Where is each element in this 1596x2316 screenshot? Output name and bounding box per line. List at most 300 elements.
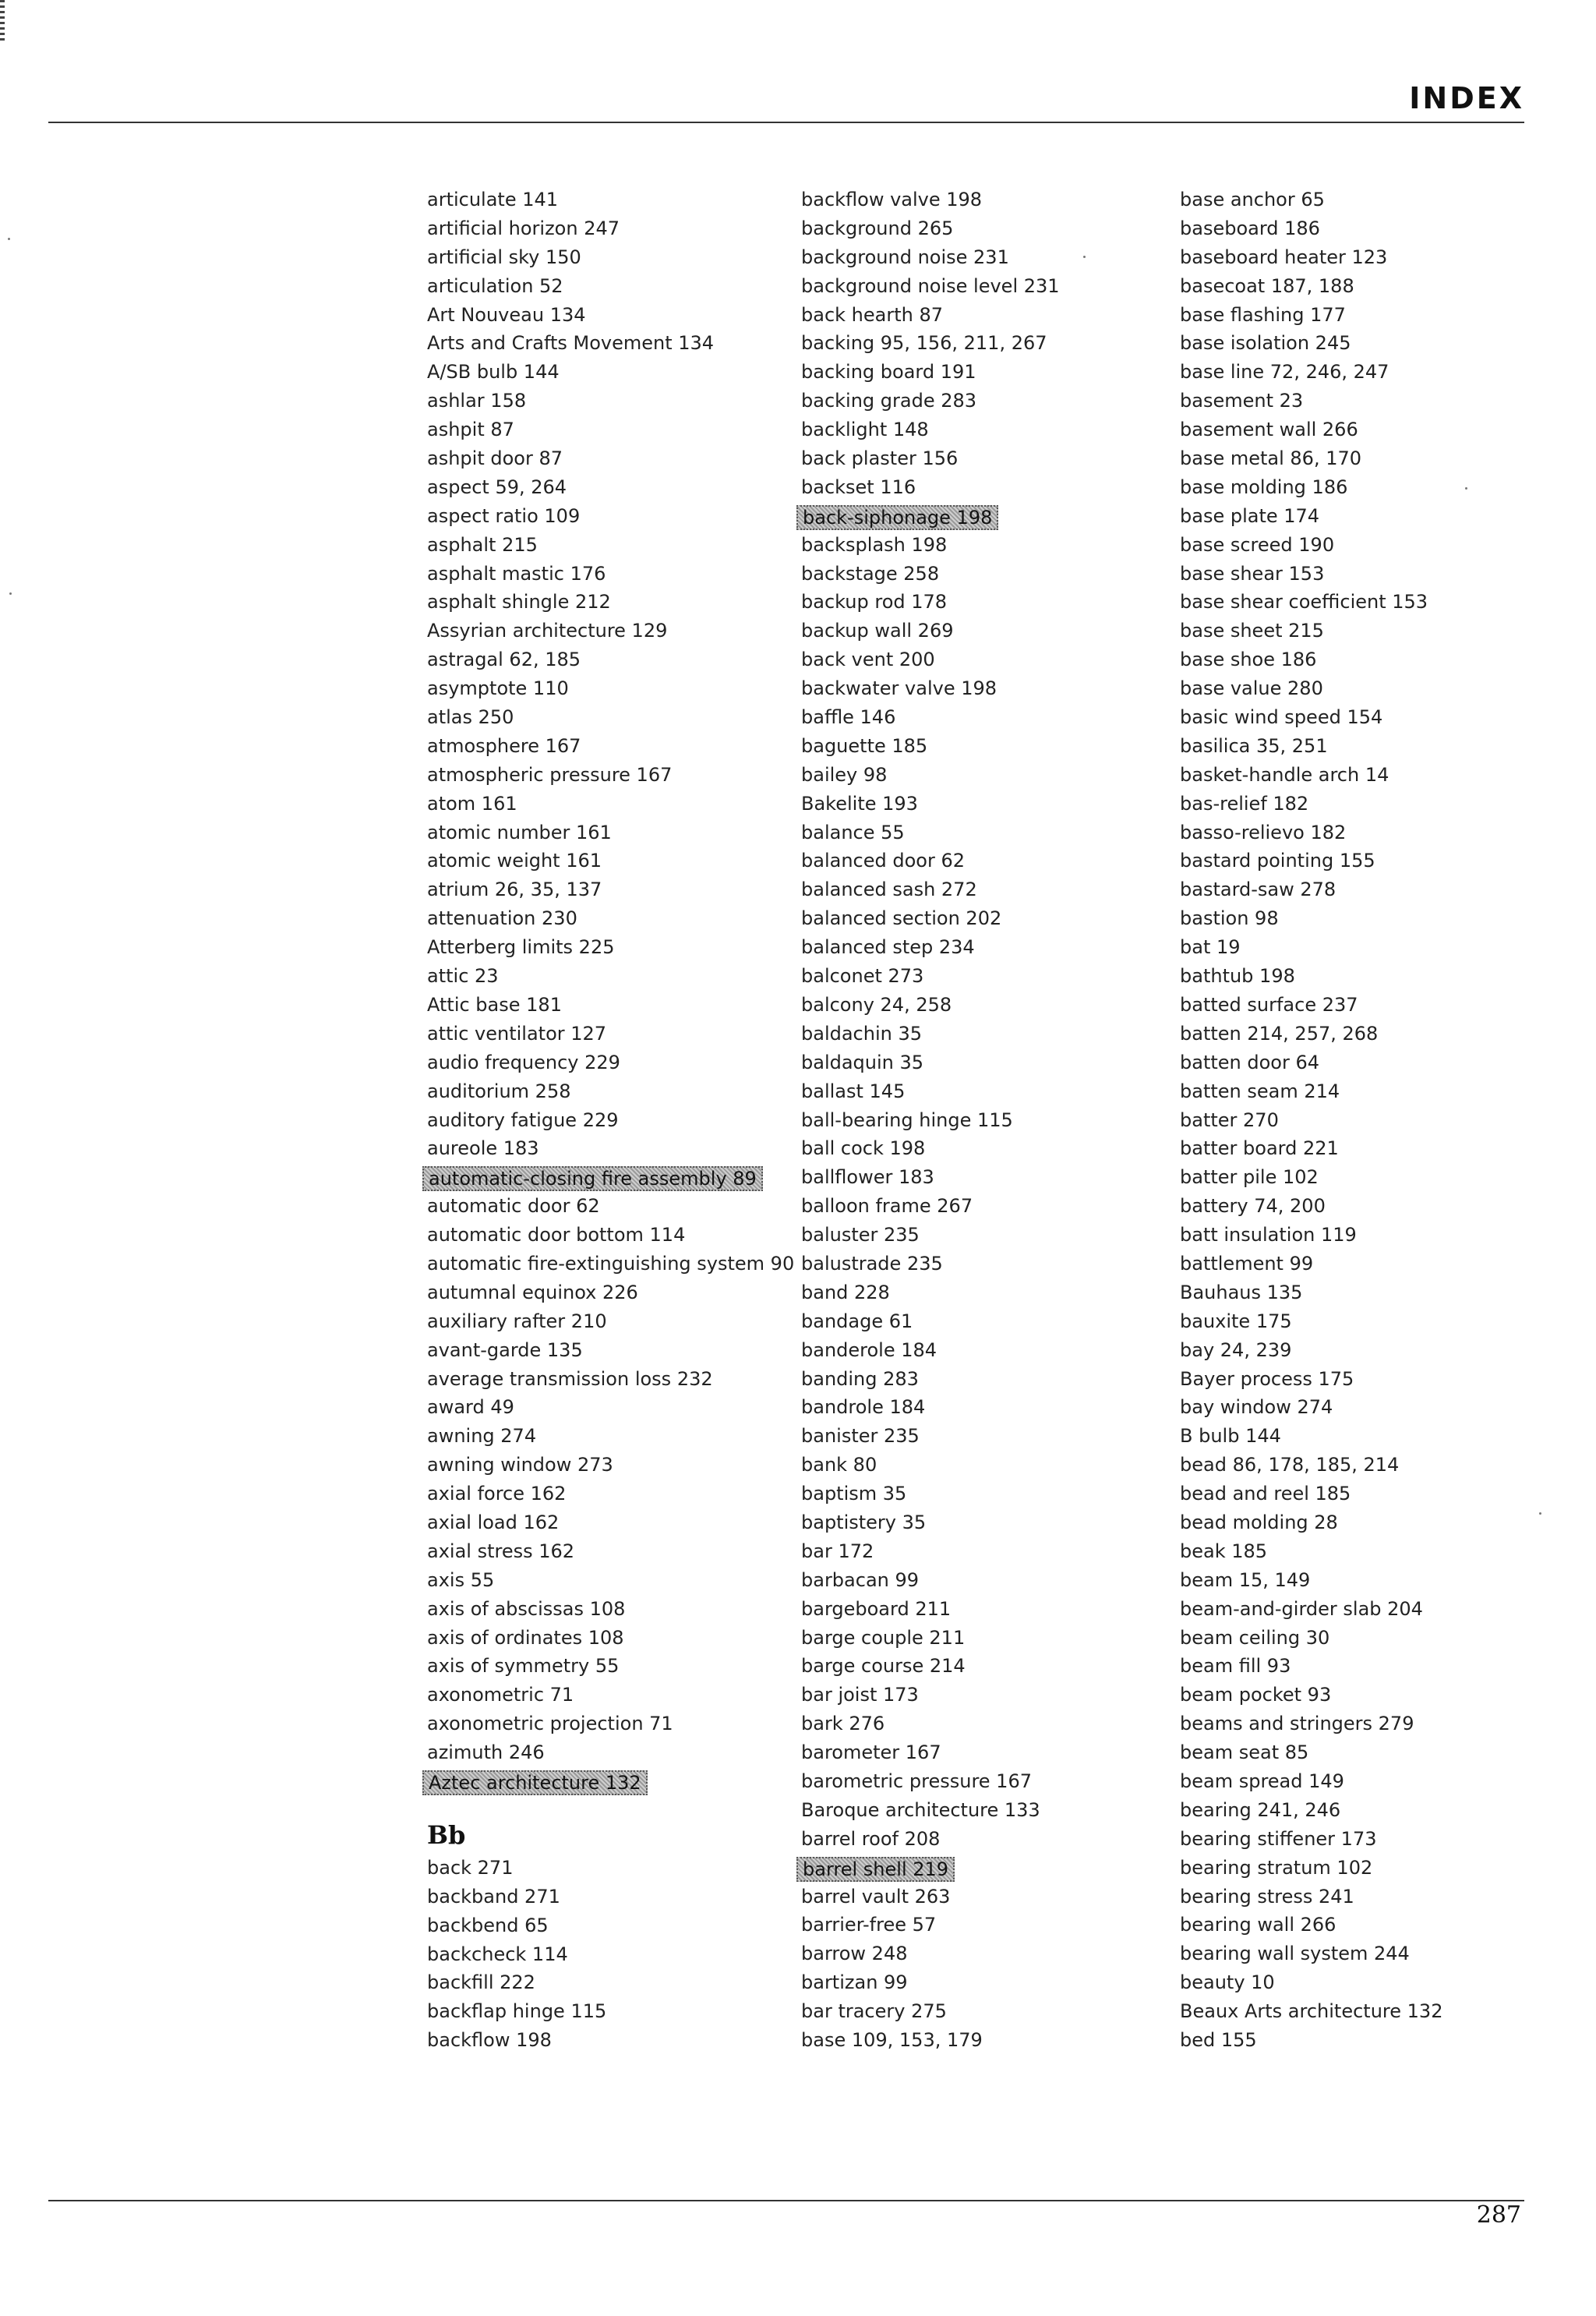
index-entry xyxy=(427,560,770,589)
index-entry xyxy=(1180,1566,1523,1595)
index-entry-text: ashpit 87 xyxy=(427,419,514,441)
index-entry xyxy=(801,1939,1144,1968)
index-entry-text: bastard pointing 155 xyxy=(1180,850,1375,872)
index-entry xyxy=(1180,329,1523,358)
index-entry xyxy=(1180,617,1523,645)
index-entry xyxy=(801,1911,1144,1939)
index-entry xyxy=(1180,560,1523,589)
index-entry xyxy=(1180,1048,1523,1077)
index-entry-text: back plaster 156 xyxy=(801,447,959,470)
index-entry xyxy=(1180,444,1523,473)
index-entry xyxy=(801,1077,1144,1106)
index-entry xyxy=(1180,875,1523,904)
index-entry-text: axis 55 xyxy=(427,1568,495,1591)
index-entry-text: awning window 273 xyxy=(427,1454,613,1476)
index-entry-text: backup wall 269 xyxy=(801,620,954,642)
index-entry-text: attic 23 xyxy=(427,965,499,988)
index-entry xyxy=(1180,1854,1523,1883)
index-entry-text: batter board 221 xyxy=(1180,1137,1339,1160)
index-entry-text: astragal 62, 185 xyxy=(427,649,581,671)
index-entry xyxy=(427,1393,770,1422)
index-entry-text: avant-garde 135 xyxy=(427,1338,583,1361)
index-entry xyxy=(801,243,1144,272)
index-entry xyxy=(427,1883,770,1911)
index-entry xyxy=(801,1048,1144,1077)
index-entry xyxy=(1180,933,1523,962)
index-entry xyxy=(1180,1163,1523,1192)
index-entry xyxy=(427,674,770,703)
index-entry xyxy=(1180,819,1523,847)
index-entry-text: auditory fatigue 229 xyxy=(427,1108,619,1131)
index-entry xyxy=(801,1854,1144,1883)
index-entry-text: bay 24, 239 xyxy=(1180,1338,1292,1361)
index-entry-text: backband 271 xyxy=(427,1885,560,1908)
header-rule xyxy=(48,122,1524,123)
index-entry xyxy=(801,1192,1144,1221)
index-entry xyxy=(427,1106,770,1135)
index-entry-text: atlas 250 xyxy=(427,706,514,729)
index-entry xyxy=(1180,962,1523,991)
index-entry xyxy=(801,1221,1144,1250)
index-entry xyxy=(427,1192,770,1221)
index-entry-text: basso-relievo 182 xyxy=(1180,821,1347,843)
index-entry xyxy=(1180,1710,1523,1738)
index-entry-text: backflow 198 xyxy=(427,2029,552,2052)
index-entry xyxy=(427,1997,770,2026)
index-entry-text: base flashing 177 xyxy=(1180,303,1346,326)
index-entry xyxy=(427,214,770,243)
index-entry-text: baffle 146 xyxy=(801,706,896,729)
index-entry xyxy=(1180,1624,1523,1653)
index-entry xyxy=(1180,214,1523,243)
index-entry-text: baldachin 35 xyxy=(801,1022,923,1045)
index-entry-text: backing board 191 xyxy=(801,361,976,384)
index-entry-text: balanced step 234 xyxy=(801,936,975,959)
index-entry-text: audio frequency 229 xyxy=(427,1051,620,1073)
index-entry-text: atom 161 xyxy=(427,792,517,815)
index-entry xyxy=(1180,1020,1523,1048)
index-entry xyxy=(427,1624,770,1653)
index-entry xyxy=(427,875,770,904)
index-entry xyxy=(1180,1796,1523,1825)
index-entry-text: beam-and-girder slab 204 xyxy=(1180,1597,1423,1620)
index-entry xyxy=(801,301,1144,330)
index-entry-text: axonometric 71 xyxy=(427,1684,574,1706)
index-entry-text: barrel vault 263 xyxy=(801,1885,951,1908)
index-entry xyxy=(427,358,770,387)
index-entry xyxy=(1180,415,1523,444)
index-entry-text: barometric pressure 167 xyxy=(801,1770,1032,1792)
index-entry-text: base screed 190 xyxy=(1180,533,1335,556)
index-entry xyxy=(427,933,770,962)
index-entry xyxy=(427,301,770,330)
index-entry-text: axial force 162 xyxy=(427,1483,567,1505)
index-entry-text: barge course 214 xyxy=(801,1655,966,1678)
index-entry xyxy=(1180,358,1523,387)
index-entry xyxy=(1180,674,1523,703)
index-entry xyxy=(1180,1365,1523,1394)
index-entry xyxy=(801,1250,1144,1278)
index-entry-text: backing grade 283 xyxy=(801,390,977,412)
index-entry-text: Baroque architecture 133 xyxy=(801,1798,1040,1821)
index-entry xyxy=(1180,272,1523,301)
index-entry-text: bearing wall system 244 xyxy=(1180,1943,1410,1965)
index-entry-text: backstage 258 xyxy=(801,562,940,585)
index-entry xyxy=(427,1710,770,1738)
index-entry-text: aspect ratio 109 xyxy=(427,504,581,527)
index-entry xyxy=(1180,1250,1523,1278)
index-entry xyxy=(427,387,770,415)
index-entry-text: bead 86, 178, 185, 214 xyxy=(1180,1454,1400,1476)
index-entry xyxy=(801,819,1144,847)
highlighted-index-entry: back-siphonage 198 xyxy=(796,505,998,530)
index-entry-text: asymptote 110 xyxy=(427,677,569,700)
index-entry-text: base plate 174 xyxy=(1180,504,1320,527)
index-entry-text: axial load 162 xyxy=(427,1511,560,1533)
index-entry-text: bandage 61 xyxy=(801,1310,913,1332)
index-entry xyxy=(1180,732,1523,761)
index-entry xyxy=(1180,847,1523,875)
index-entry xyxy=(427,1854,770,1883)
index-entry xyxy=(801,1968,1144,1997)
index-entry-text: backing 95, 156, 211, 267 xyxy=(801,332,1047,355)
index-entry xyxy=(801,1020,1144,1048)
index-entry-text: bed 155 xyxy=(1180,2029,1257,2051)
index-entry-text: base metal 86, 170 xyxy=(1180,447,1362,470)
index-entry-text: baseboard 186 xyxy=(1180,217,1320,239)
index-entry-text: ball cock 198 xyxy=(801,1137,926,1160)
index-entry xyxy=(427,1134,770,1163)
index-entry-text: basic wind speed 154 xyxy=(1180,706,1383,729)
index-entry xyxy=(1180,1968,1523,1997)
index-entry xyxy=(801,1508,1144,1537)
index-entry xyxy=(427,1968,770,1997)
index-entry-text: batt insulation 119 xyxy=(1180,1224,1357,1246)
index-entry xyxy=(801,1336,1144,1365)
index-entry xyxy=(1180,1508,1523,1537)
index-entry xyxy=(801,1595,1144,1624)
index-entry-text: banister 235 xyxy=(801,1425,920,1448)
index-entry xyxy=(801,790,1144,819)
index-entry-text: basilica 35, 251 xyxy=(1180,734,1328,757)
index-entry xyxy=(427,819,770,847)
index-entry xyxy=(801,502,1144,531)
index-entry xyxy=(1180,1480,1523,1508)
index-entry xyxy=(801,1681,1144,1710)
index-entry-text: ballast 145 xyxy=(801,1080,906,1102)
index-entry xyxy=(801,1480,1144,1508)
index-entry-text: baldaquin 35 xyxy=(801,1051,924,1073)
index-entry xyxy=(1180,1681,1523,1710)
index-entry-text: base value 280 xyxy=(1180,677,1323,700)
index-entry-text: bar joist 173 xyxy=(801,1684,919,1706)
index-entry-text: auditorium 258 xyxy=(427,1080,571,1102)
index-entry-text: bar tracery 275 xyxy=(801,2000,947,2023)
index-entry xyxy=(427,962,770,991)
index-entry-text: barrow 248 xyxy=(801,1943,908,1965)
index-entry-text: bearing wall 266 xyxy=(1180,1914,1336,1936)
index-entry-text: bat 19 xyxy=(1180,936,1241,959)
index-entry xyxy=(1180,1939,1523,1968)
index-entry-text: beam ceiling 30 xyxy=(1180,1626,1330,1649)
index-entry xyxy=(427,1652,770,1681)
index-entry xyxy=(801,1652,1144,1681)
scan-speck xyxy=(1539,1512,1541,1515)
index-entry-text: auxiliary rafter 210 xyxy=(427,1310,607,1332)
index-entry-text: B bulb 144 xyxy=(1180,1425,1281,1448)
index-entry-text: asphalt mastic 176 xyxy=(427,562,606,585)
index-entry xyxy=(427,1221,770,1250)
index-entry-text: basement wall 266 xyxy=(1180,419,1358,441)
index-entry-text: Atterberg limits 225 xyxy=(427,936,615,959)
index-entry xyxy=(427,991,770,1020)
highlighted-index-entry: barrel shell 219 xyxy=(796,1857,955,1882)
index-entry-text: axis of abscissas 108 xyxy=(427,1597,626,1620)
scan-edge-mark xyxy=(0,0,5,41)
index-entry-text: bartizan 99 xyxy=(801,1971,908,1994)
index-entry xyxy=(427,1940,770,1969)
index-entry xyxy=(801,1738,1144,1767)
index-entry-text: atmosphere 167 xyxy=(427,734,581,757)
index-entry-text: atmospheric pressure 167 xyxy=(427,763,673,786)
index-entry-text: background noise 231 xyxy=(801,246,1009,268)
index-entry-text: award 49 xyxy=(427,1396,514,1419)
index-entry xyxy=(801,991,1144,1020)
index-entry-text: autumnal equinox 226 xyxy=(427,1281,638,1303)
index-entry xyxy=(1180,1106,1523,1135)
index-entry-text: ball-bearing hinge 115 xyxy=(801,1108,1013,1131)
index-entry xyxy=(1180,2026,1523,2055)
index-entry xyxy=(801,1451,1144,1480)
index-entry xyxy=(1180,761,1523,790)
index-entry-text: band 228 xyxy=(801,1281,890,1303)
index-entry xyxy=(801,732,1144,761)
index-entry-text: batten seam 214 xyxy=(1180,1080,1340,1102)
index-entry xyxy=(427,1336,770,1365)
index-entry-text: base shoe 186 xyxy=(1180,649,1317,671)
index-entry xyxy=(801,387,1144,415)
index-entry xyxy=(427,1451,770,1480)
index-entry-text: batter pile 102 xyxy=(1180,1166,1319,1189)
index-entry-text: atomic number 161 xyxy=(427,821,612,843)
scan-speck xyxy=(9,592,12,595)
index-entry-text: attenuation 230 xyxy=(427,907,577,930)
index-entry-text: bastard-saw 278 xyxy=(1180,879,1336,901)
index-entry xyxy=(427,329,770,358)
index-entry-text: bark 276 xyxy=(801,1713,885,1735)
index-entry xyxy=(427,1767,770,1796)
index-entry xyxy=(427,847,770,875)
index-entry-text: ashlar 158 xyxy=(427,390,527,412)
index-entry-text: back hearth 87 xyxy=(801,303,944,326)
index-entry-text: automatic door 62 xyxy=(427,1195,600,1218)
index-entry xyxy=(1180,703,1523,732)
index-entry xyxy=(801,272,1144,301)
index-entry-text: basecoat 187, 188 xyxy=(1180,274,1354,297)
index-entry xyxy=(1180,790,1523,819)
index-entry xyxy=(1180,1652,1523,1681)
index-entry-text: bailey 98 xyxy=(801,763,888,786)
index-entry-text: bank 80 xyxy=(801,1454,877,1476)
index-entry xyxy=(1180,1767,1523,1796)
index-column-2 xyxy=(801,186,1144,2055)
index-entry xyxy=(1180,1911,1523,1939)
index-entry-text: atrium 26, 35, 137 xyxy=(427,879,602,901)
index-entry xyxy=(427,761,770,790)
index-entry-text: balance 55 xyxy=(801,821,905,843)
index-entry-text: barrel roof 208 xyxy=(801,1827,941,1850)
index-entry-text: bearing 241, 246 xyxy=(1180,1798,1341,1821)
scan-speck xyxy=(8,238,10,240)
index-entry-text: base 109, 153, 179 xyxy=(801,2029,983,2051)
index-entry-text: Bakelite 193 xyxy=(801,792,918,815)
index-entry-text: battery 74, 200 xyxy=(1180,1195,1326,1218)
index-entry-text: balanced door 62 xyxy=(801,850,965,872)
index-entry-text: Attic base 181 xyxy=(427,993,562,1016)
letter-section-heading: Bb xyxy=(427,1819,466,1850)
index-entry-text: base shear coefficient 153 xyxy=(1180,591,1428,613)
index-entry-text: barrier-free 57 xyxy=(801,1914,937,1936)
index-entry xyxy=(427,1020,770,1048)
index-entry xyxy=(427,1595,770,1624)
index-entry xyxy=(1180,1537,1523,1566)
index-entry-text: balanced sash 272 xyxy=(801,879,977,901)
index-entry xyxy=(801,1307,1144,1336)
index-entry xyxy=(427,1911,770,1940)
index-entry xyxy=(1180,904,1523,933)
index-entry-text: atomic weight 161 xyxy=(427,850,602,872)
index-entry xyxy=(801,1624,1144,1653)
index-entry xyxy=(801,444,1144,473)
index-entry xyxy=(801,1163,1144,1192)
index-entry xyxy=(1180,1595,1523,1624)
index-entry xyxy=(1180,588,1523,617)
index-entry xyxy=(801,703,1144,732)
index-entry xyxy=(1180,1192,1523,1221)
index-entry xyxy=(801,1422,1144,1451)
index-entry-text: Beaux Arts architecture 132 xyxy=(1180,2000,1443,2023)
index-entry xyxy=(1180,1883,1523,1911)
index-entry xyxy=(427,473,770,502)
index-entry xyxy=(1180,1307,1523,1336)
index-entry-text: azimuth 246 xyxy=(427,1741,545,1764)
index-entry xyxy=(1180,1134,1523,1163)
index-entry xyxy=(801,186,1144,214)
index-entry-text: batten door 64 xyxy=(1180,1051,1320,1073)
index-entry-text: balloon frame 267 xyxy=(801,1195,973,1218)
index-entry-text: base line 72, 246, 247 xyxy=(1180,361,1389,384)
index-entry-text: bargeboard 211 xyxy=(801,1597,952,1620)
index-entry-text: banding 283 xyxy=(801,1367,919,1390)
index-entry xyxy=(801,531,1144,560)
index-entry-text: beak 185 xyxy=(1180,1540,1268,1562)
index-entry-text: baguette 185 xyxy=(801,734,928,757)
index-entry-text: base shear 153 xyxy=(1180,562,1325,585)
index-entry-text: Assyrian architecture 129 xyxy=(427,620,668,642)
index-entry xyxy=(801,329,1144,358)
index-entry-text: base sheet 215 xyxy=(1180,620,1324,642)
index-entry xyxy=(1180,1738,1523,1767)
page-number: 287 xyxy=(1476,2201,1521,2229)
index-entry-text: backflow valve 198 xyxy=(801,189,983,210)
index-entry-text: articulation 52 xyxy=(427,274,563,297)
index-entry xyxy=(427,2026,770,2055)
index-entry xyxy=(427,502,770,531)
index-entry-text: bead molding 28 xyxy=(1180,1511,1338,1533)
index-entry xyxy=(427,243,770,272)
index-entry xyxy=(801,1106,1144,1135)
footer-rule xyxy=(48,2200,1524,2201)
index-entry xyxy=(801,1767,1144,1796)
index-entry xyxy=(801,904,1144,933)
index-entry xyxy=(427,1077,770,1106)
index-entry-text: baptistery 35 xyxy=(801,1511,927,1533)
index-entry xyxy=(427,272,770,301)
index-entry xyxy=(427,904,770,933)
index-entry-text: automatic door bottom 114 xyxy=(427,1224,686,1246)
index-entry-text: barbacan 99 xyxy=(801,1568,920,1591)
index-entry xyxy=(801,847,1144,875)
index-entry xyxy=(1180,301,1523,330)
index-entry-text: axial stress 162 xyxy=(427,1540,575,1562)
index-entry-text: beam spread 149 xyxy=(1180,1770,1344,1792)
index-entry-text: bauxite 175 xyxy=(1180,1310,1292,1332)
index-entry-text: backbend 65 xyxy=(427,1914,549,1936)
index-entry xyxy=(1180,387,1523,415)
index-entry-text: backsplash 198 xyxy=(801,533,948,556)
index-entry-text: ballflower 183 xyxy=(801,1166,934,1189)
index-column-1 xyxy=(427,186,795,2055)
index-entry-text: bandrole 184 xyxy=(801,1396,926,1419)
index-entry-text: baseboard heater 123 xyxy=(1180,246,1388,268)
index-entry xyxy=(1180,1451,1523,1480)
index-entry xyxy=(801,473,1144,502)
index-entry-text: batter 270 xyxy=(1180,1108,1279,1131)
index-entry xyxy=(801,761,1144,790)
index-entry-text: backcheck 114 xyxy=(427,1943,568,1965)
index-entry xyxy=(427,645,770,674)
index-entry-text: base anchor 65 xyxy=(1180,189,1325,210)
index-entry-text: back 271 xyxy=(427,1856,514,1879)
index-entry-text: axonometric projection 71 xyxy=(427,1713,673,1735)
index-entry xyxy=(427,1537,770,1566)
index-entry xyxy=(801,1393,1144,1422)
index-entry xyxy=(427,531,770,560)
index-entry xyxy=(427,1422,770,1451)
index-entry xyxy=(1180,1393,1523,1422)
index-entry xyxy=(427,588,770,617)
index-entry-text: aureole 183 xyxy=(427,1137,539,1160)
index-entry xyxy=(801,214,1144,243)
index-entry-text: backflap hinge 115 xyxy=(427,2000,607,2023)
index-entry-text: bead and reel 185 xyxy=(1180,1483,1351,1505)
index-entry-text: bay window 274 xyxy=(1180,1396,1333,1419)
index-entry xyxy=(801,1883,1144,1911)
index-entry xyxy=(801,1537,1144,1566)
index-entry xyxy=(801,1825,1144,1854)
index-entry-text: base molding 186 xyxy=(1180,476,1348,498)
index-entry xyxy=(1180,1422,1523,1451)
index-entry xyxy=(801,1710,1144,1738)
index-entry xyxy=(427,415,770,444)
index-entry xyxy=(801,933,1144,962)
index-entry xyxy=(801,1134,1144,1163)
index-entry-text: backset 116 xyxy=(801,476,916,498)
index-entry xyxy=(427,444,770,473)
index-entry-text: axis of symmetry 55 xyxy=(427,1655,620,1678)
index-entry-text: bearing stiffener 173 xyxy=(1180,1827,1377,1850)
index-entry-text: barometer 167 xyxy=(801,1741,941,1764)
